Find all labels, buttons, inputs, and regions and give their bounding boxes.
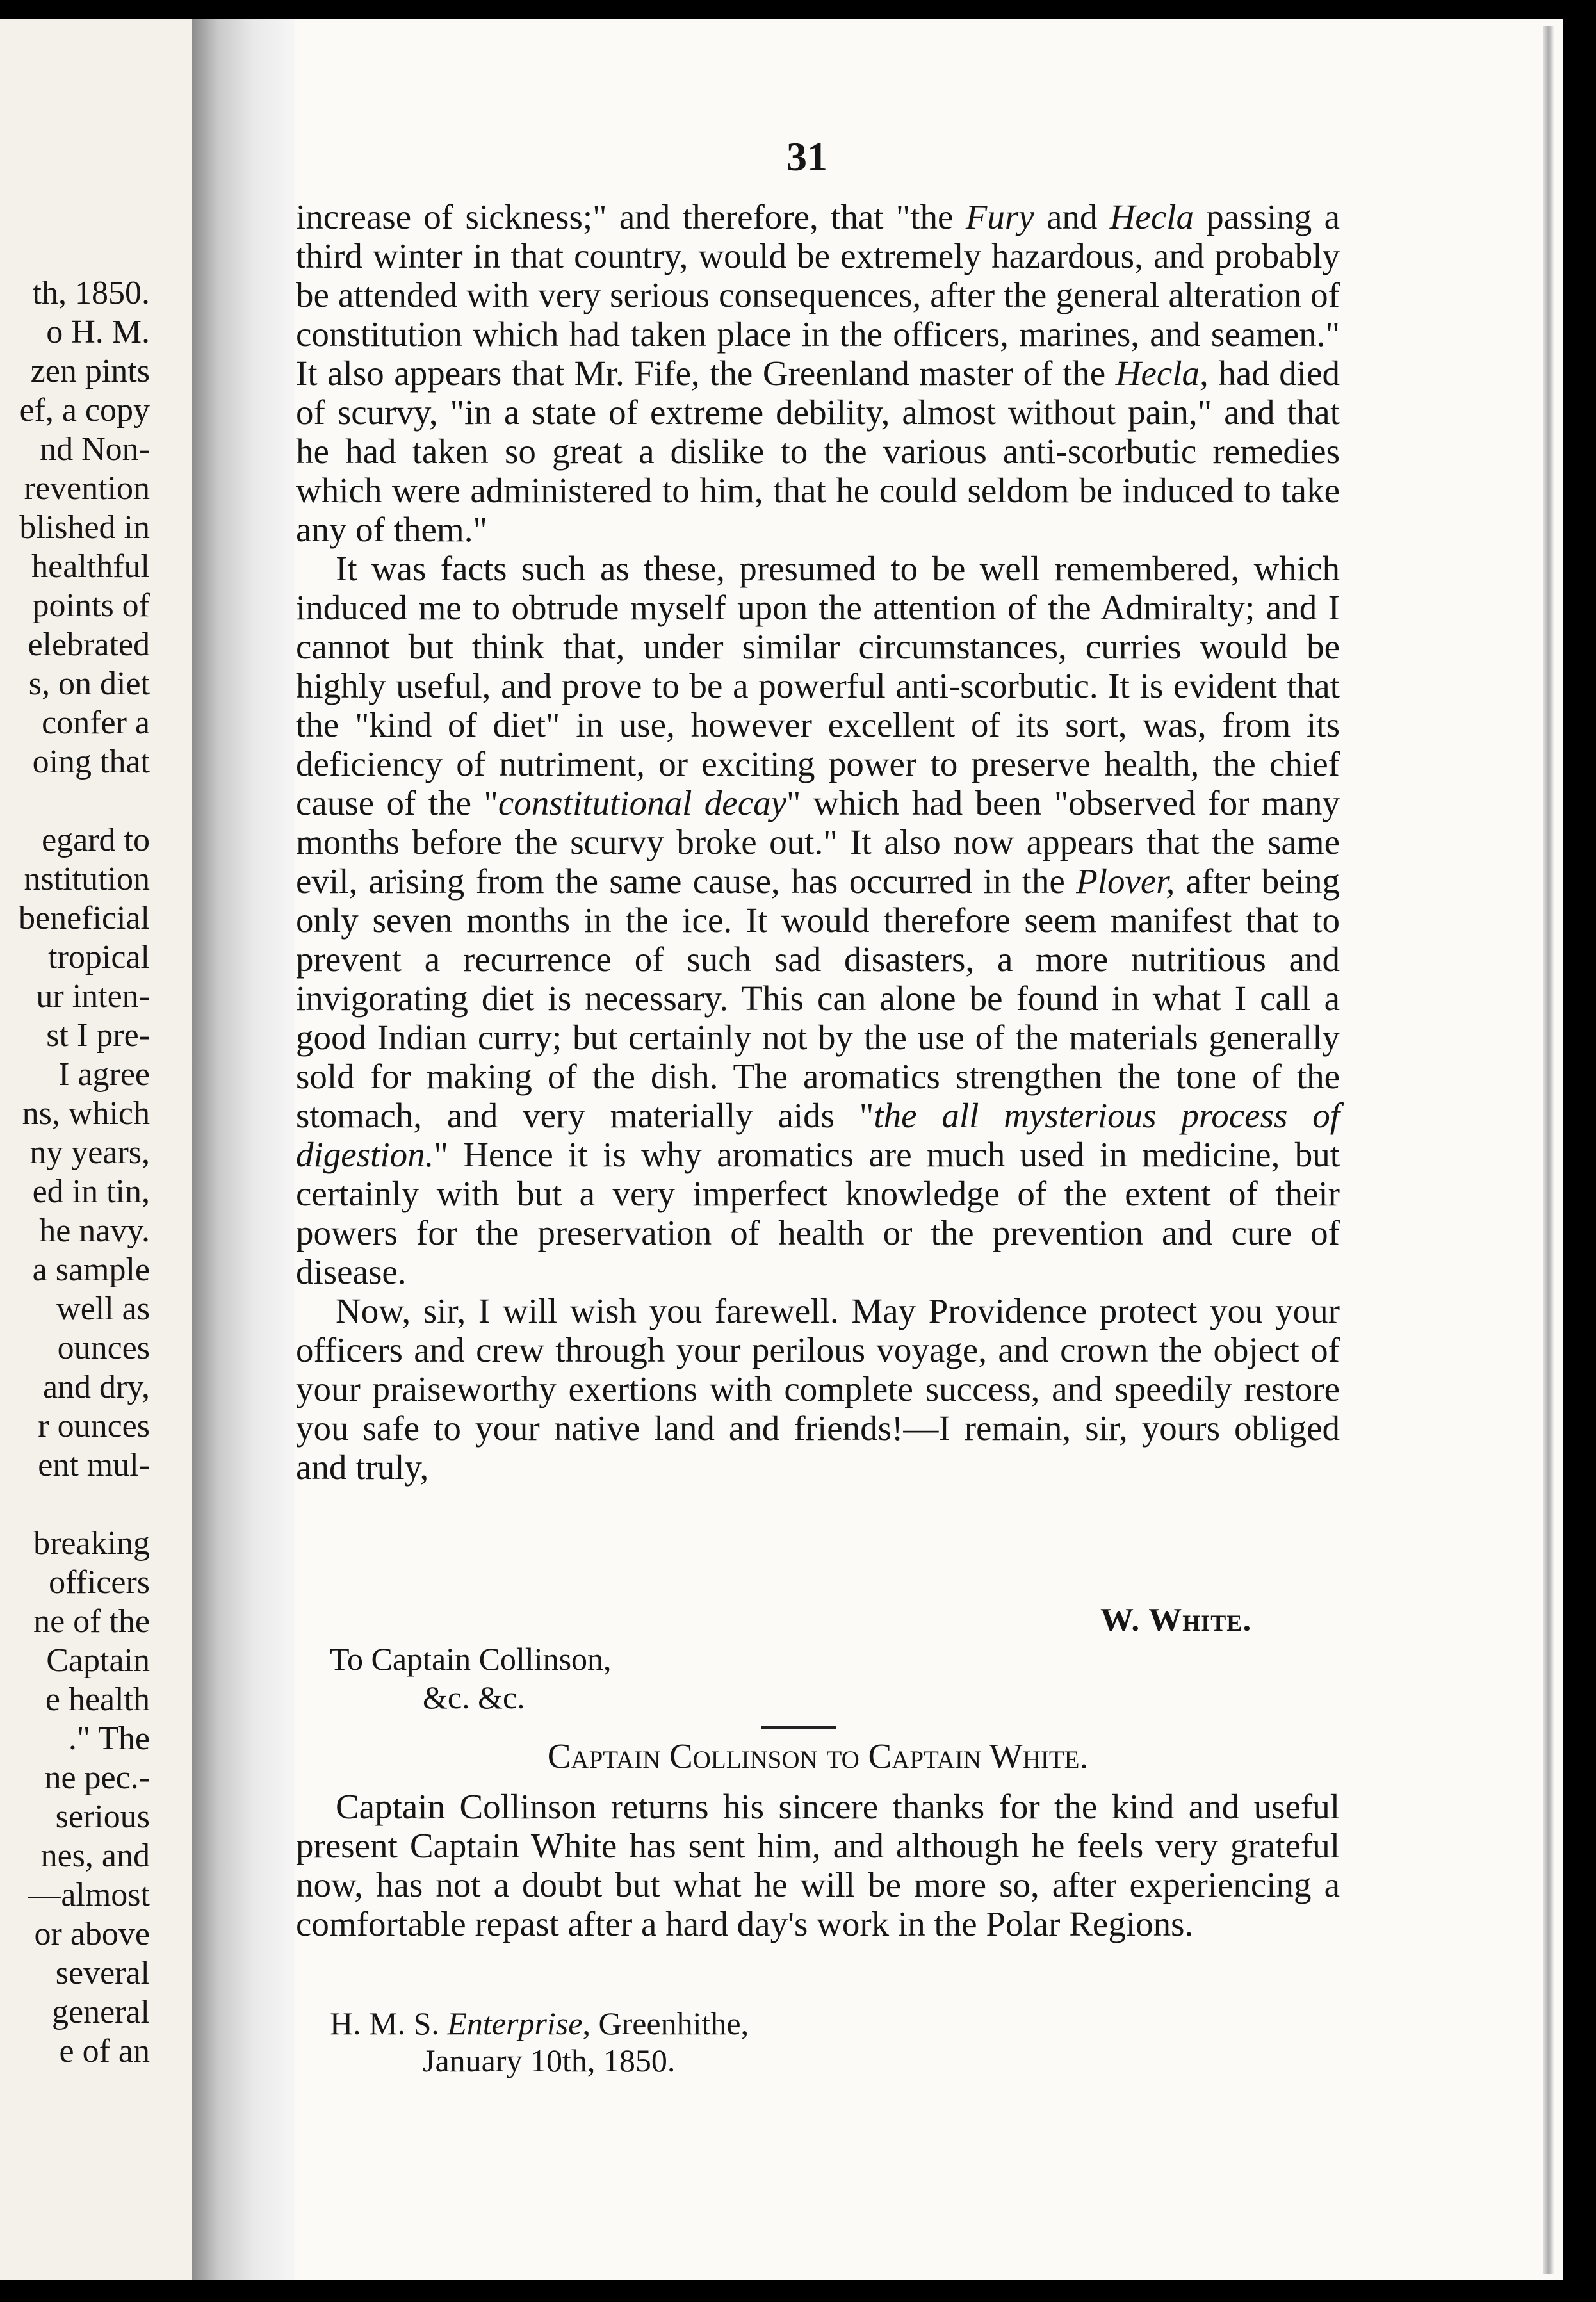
page-edge [1543, 26, 1554, 2274]
left-page-line: elebrated [28, 626, 150, 663]
left-page-line: nstitution [24, 861, 150, 897]
left-page-line: tropical [48, 939, 150, 975]
text-run: increase of sickness;" and therefore, that "the [296, 197, 966, 236]
dateline-line-1 [330, 2005, 749, 2041]
left-page-line: —almost [28, 1877, 150, 1913]
scan-border-bottom [0, 2280, 1596, 2302]
left-page-line: o H. M. [46, 314, 150, 350]
left-page-line: nes, and [40, 1838, 150, 1874]
left-page-line: zen pints [30, 353, 150, 389]
left-page-line: ne pec.- [44, 1759, 150, 1796]
left-page-line: e health [45, 1681, 150, 1718]
ship-name-enterprise: Enterprise [447, 2005, 583, 2041]
left-page-line: serious [55, 1799, 150, 1835]
text-run: and [1034, 197, 1110, 236]
reply-body [296, 1787, 1340, 1943]
left-page-line: or above [34, 1916, 150, 1952]
left-page-line: ." The [68, 1720, 150, 1757]
left-page-line: general [51, 1994, 150, 2030]
scan-border-right [1563, 0, 1596, 2302]
left-page-line: ounces [57, 1330, 150, 1366]
text-run: H. M. S. [330, 2005, 448, 2041]
ship-name-hecla: Hecla [1109, 197, 1194, 236]
addressee-line-1: To Captain Collinson, [330, 1641, 612, 1677]
paragraph-3: Now, sir, I will wish you farewell. May Providence protect you your officers and crew through your perilous voyage, and crown the object of your praiseworthy exertions with complete success, and speedily restore you safe to your native land and friends!—I remain, sir, yours obliged and truly, [296, 1291, 1340, 1487]
left-page-line: ef, a copy [19, 392, 150, 429]
addressee-line-2: &c. &c. [423, 1679, 525, 1715]
dateline [330, 2005, 749, 2079]
book-gutter [192, 19, 295, 2280]
left-page-line: officers [49, 1564, 150, 1601]
text-run: " Hence it is why aromatics are much used in medicine, but certainly with but a very imperfect knowledge of the extent of their powers for the preservation of health or the prevention and cure of disease. [296, 1135, 1340, 1291]
paragraph-2 [296, 549, 1340, 1291]
text-run: It was facts such as these, presumed to be well remembered, which induced me to obtrude myself upon the attention of the Admiralty; and I cannot but think that, under similar circumstances, curries would be highly useful, and prove to be a powerful anti-scorbutic. It is evident that the "kind of diet" in use, however excellent of its sort, was, from its deficiency of nutriment, or exciting power to preserve health, the chief cause of the " [296, 549, 1340, 822]
scan-border-top [0, 0, 1596, 19]
left-page-line: r ounces [38, 1408, 150, 1444]
left-page-line: ed in tin, [32, 1173, 150, 1210]
left-page-line: well as [56, 1291, 150, 1327]
left-page-line: ur inten- [36, 978, 150, 1015]
left-page-line: ent mul- [38, 1447, 150, 1483]
addressee [330, 1640, 612, 1717]
left-facing-page [0, 19, 192, 2280]
italic-phrase: the all mysterious process of digestion. [296, 1096, 1340, 1174]
left-page-line: he navy. [39, 1212, 150, 1249]
reply-heading: Captain Collinson to Captain White. [547, 1736, 1089, 1775]
left-page-line: revention [24, 470, 150, 507]
left-page-line: st I pre- [46, 1017, 150, 1054]
left-page-line: points of [32, 587, 150, 624]
dateline-date: January 10th, 1850. [423, 2043, 676, 2078]
left-page-line: Captain [46, 1642, 150, 1679]
left-page-line: several [55, 1955, 150, 1991]
left-page-line: a sample [32, 1252, 150, 1288]
letter-body [296, 197, 1340, 1487]
left-page-line: ns, which [22, 1095, 150, 1132]
ship-name-plover: Plover, [1076, 861, 1175, 901]
page-number: 31 [786, 134, 827, 179]
text-run: after being only seven months in the ice. It would therefore seem manifest that to prevent a recurrence of such sad disasters, a more nutritious and invigorating diet is necessary. This can alone be found in what I call a good Indian curry; but certainly not by the use of the materials generally sold for making of the dish. The aromatics strengthen the tone of the stomach, and very materially aids " [296, 861, 1340, 1135]
left-page-line: ny years, [29, 1134, 150, 1171]
text-run: had died of scurvy, "in a state of extreme debility, almost without pain," and that he had taken so great a dislike to the various anti-scorbutic remedies which were administered to him, that he could seldom be induced to take any of them." [296, 354, 1340, 549]
left-page-line: beneficial [19, 900, 150, 936]
text-run: , Greenhithe, [582, 2005, 749, 2041]
text-run: passing a third winter in that country, would be extremely hazardous, and probably be attended with very serious consequences, after the general alteration of constitution which had taken place in the officers, marines, and seamen." It also appears that Mr. Fife, the Greenland master of the [296, 197, 1340, 393]
left-page-line: nd Non- [40, 431, 150, 468]
left-page-line: egard to [42, 822, 150, 858]
paragraph-1 [296, 197, 1340, 549]
italic-phrase: constitutional decay [498, 783, 787, 822]
left-page-line: confer a [42, 705, 150, 741]
left-page-line: breaking [33, 1525, 150, 1562]
left-page-line: oing that [32, 744, 150, 780]
signature: W. White. [1100, 1602, 1252, 1638]
ship-name-fury: Fury [965, 197, 1034, 236]
left-page-line: I agree [58, 1056, 150, 1093]
left-page-line: th, 1850. [32, 275, 150, 311]
ship-name-hecla: Hecla, [1115, 354, 1209, 393]
section-divider [761, 1726, 836, 1729]
left-page-line: blished in [19, 509, 150, 546]
reply-paragraph: Captain Collinson returns his sincere thanks for the kind and useful present Captain White has sent him, and although he feels very grateful now, has not a doubt but what he will be more so, after experiencing a comfortable repast after a hard day's work in the Polar Regions. [296, 1787, 1340, 1943]
left-page-line: and dry, [42, 1369, 150, 1405]
left-page-line: healthful [31, 548, 150, 585]
text-run: " which had been "observed for many months before the scurvy broke out." It also now appears that the same evil, arising from the same cause, has occurred in the [296, 783, 1340, 901]
left-page-line: s, on diet [28, 665, 150, 702]
left-page-line: ne of the [33, 1603, 150, 1640]
left-page-line: e of an [59, 2033, 150, 2069]
